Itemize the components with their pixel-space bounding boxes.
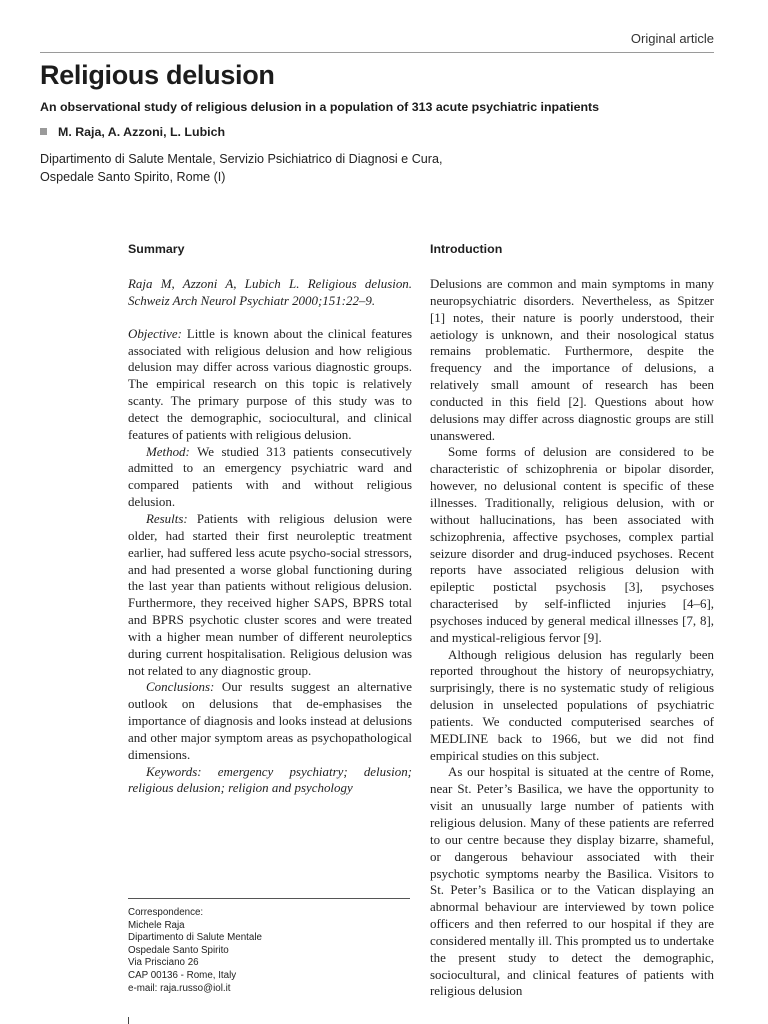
- method-paragraph: [128, 444, 412, 511]
- objective-text: Little is known about the clinical features associated with religious delusion and how religious delusion may differ across various diagnostic groups. The empirical research on this topic is relatively scanty. The primary purpose of this study was to detect the demographic, sociocultural, and clinical features of patients with religious delusion.: [128, 325, 412, 442]
- intro-paragraph: Delusions are common and main symptoms in many neuropsychiatric disorders. Nevertheless, as Spitzer [1] notes, their nature is poorly understood, their aetiology is unknown, and their nosological status remains problematic. Furthermore, despite the frequency and the importance of delusions, a relatively small amount of research has been conducted in this field [2]. Questions about how delusions may differ across diagnostic groups are still unanswered.: [430, 276, 714, 443]
- intro-paragraph: As our hospital is situated at the centre of Rome, near St. Peter’s Basilica, we have the opportunity to visit an unusually large number of patients with religious delusion. Many of these patients are referred to our centre because they display bizarre, shameful, or dangerous behaviour associated with their psychotic symptoms nearby the Basilica. Visitors to St. Peter’s Basilica or to the Vatican displaying an abnormal behaviour are interviewed by town police officers and then referred to our hospital if they are considered mentally ill. This prompted us to undertake the present study to detect the demographic, sociocultural, and clinical features of patients with religious delusion: [430, 764, 714, 999]
- keywords: Keywords: emergency psychiatry; delusion; religious delusion; religion and psychology: [128, 763, 412, 796]
- citation: Raja M, Azzoni A, Lubich L. Religious delusion. Schweiz Arch Neurol Psychiatr 2000;151:22–9.: [128, 276, 412, 308]
- correspondence-hospital: Ospedale Santo Spirito: [128, 944, 229, 956]
- method-label: Method:: [146, 443, 190, 459]
- conclusions-text: Our results suggest an alternative outlook on delusions that de-emphasises the importance of diagnosis and looks instead at delusions and other major symptom areas as psychopathological dimensions.: [128, 679, 412, 762]
- results-text: Patients with religious delusion were older, had started their first neuroleptic treatment earlier, had suffered less acute psycho-social stressors, and had presented a worse global functioning during the last year than patients without religious delusion. Furthermore, they received higher SAPS, BPRS total and BPRS psychotic cluster scores and were treated with a higher mean number of different neuroleptics during current hospitalisation. Religious delusion was not related to any diagnostic group.: [128, 510, 412, 678]
- article-subtitle: An observational study of religious delusion in a population of 313 acute psychiatric inpatients: [40, 100, 600, 114]
- author-line: [40, 125, 225, 139]
- summary-heading: Summary: [128, 242, 185, 256]
- correspondence-city: CAP 00136 - Rome, Italy: [128, 969, 237, 981]
- objective-paragraph: [128, 326, 412, 444]
- authors: M. Raja, A. Azzoni, L. Lubich: [58, 125, 226, 139]
- results-paragraph: [128, 511, 412, 679]
- introduction-body: [430, 276, 714, 1000]
- introduction-heading: Introduction: [430, 242, 503, 256]
- intro-paragraph: Some forms of delusion are considered to be characteristic of schizophrenia or bipolar disorder, however, no delusional content is specific of these illnesses. Traditionally, religious delusion, with or without hallucinations, has been associated with schizophrenia, affective psychoses, complex partial seizure disorder and drug-induced psychoses. Recent reports have associated religious delusion with epileptic postictal psychosis [3], psychoses characterised by self-inflicted injuries [4–6], psychoses induced by general medical illnesses [7, 8], and mystical-religious fervor [9].: [430, 444, 714, 645]
- correspondence-block: [128, 907, 262, 995]
- affiliation: [40, 150, 442, 186]
- header-divider: [40, 52, 714, 53]
- correspondence-dept: Dipartimento di Salute Mentale: [128, 932, 262, 944]
- results-label: Results:: [146, 510, 188, 526]
- correspondence-divider: [128, 898, 410, 899]
- section-label: Original article: [630, 31, 714, 46]
- conclusions-label: Conclusions:: [146, 679, 215, 695]
- correspondence-street: Via Prisciano 26: [128, 957, 199, 969]
- correspondence-name: Michele Raja: [128, 919, 185, 931]
- conclusions-paragraph: [128, 679, 412, 763]
- page-footer-mark: [128, 1017, 129, 1024]
- summary-body: [128, 276, 412, 797]
- affiliation-line: Ospedale Santo Spirito, Rome (I): [40, 170, 226, 184]
- article-title: Religious delusion: [40, 60, 275, 90]
- method-text: We studied 313 patients consecutively admitted to an emergency psychiatric ward and compared patients with and without religious delusion.: [128, 443, 412, 510]
- intro-paragraph: Although religious delusion has regularly been reported throughout the history of neuropsychiatry, surprisingly, there is no systematic study of religious delusion in unselected populations of psychiatric patients. We conducted computerised searches of MEDLINE back to 1966, but we did not find empirical studies on this subject.: [430, 646, 714, 763]
- introduction-column: [430, 242, 714, 1000]
- correspondence-label: Correspondence:: [128, 907, 204, 918]
- bullet-square-icon: [40, 128, 47, 135]
- correspondence-email[interactable]: e-mail: raja.russo@iol.it: [128, 982, 231, 994]
- affiliation-line: Dipartimento di Salute Mentale, Servizio Psichiatrico di Diagnosi e Cura,: [40, 152, 443, 166]
- objective-label: Objective:: [128, 325, 182, 341]
- summary-column: [128, 242, 412, 797]
